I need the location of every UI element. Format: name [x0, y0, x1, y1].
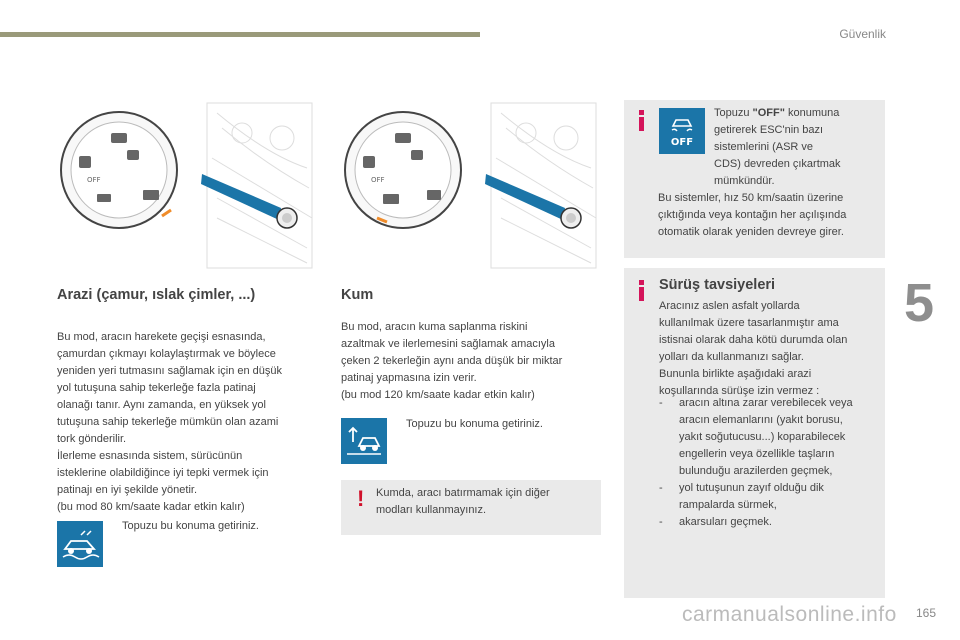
list-item-text: rampalarda sürmek,: [679, 499, 777, 511]
text-line: çamurdan çıkmayı kolaylaştırmak ve böylece: [57, 348, 276, 360]
list-item-line: [659, 497, 853, 514]
list-item-text: yol tutuşunun zayıf olduğu dik: [679, 482, 824, 494]
text-line: yolları da kullanmanızı sağlar.: [659, 351, 804, 363]
text-line: patinaj yapmasına izin verir.: [341, 372, 477, 384]
heading-sand-mode: Kum: [341, 287, 374, 303]
list-item-line: [659, 446, 853, 463]
list-item-line: [659, 412, 853, 429]
text-line: yeniden yeri tutmasını sağlamak için en düşük: [57, 365, 283, 377]
off-info-text: Topuzu "OFF" konumuna getirerek ESC'nin bazı sistemlerini (ASR ve CDS) devreden çıkartmak mümkündür.: [714, 105, 841, 190]
text-line: Aracınız aslen asfalt yollarda: [659, 300, 800, 312]
dashboard-knob-illustration: [341, 98, 601, 276]
text-line: tork gönderilir.: [57, 433, 127, 445]
driving-advice-list: [659, 395, 853, 531]
text-line: sistemlerini (ASR ve: [714, 141, 814, 153]
driving-advice-panel: [624, 268, 885, 598]
list-item-text: engellerin veya özellikle taşların: [679, 448, 835, 460]
list-item-text: yakıt soğutucusu...) koparabilecek: [679, 431, 846, 443]
text-line: olanağı tanır. Aynı zamanda, en yüksek yol: [57, 399, 266, 411]
mud-mode-description: [57, 329, 282, 516]
svg-text:OFF: OFF: [87, 176, 101, 184]
text-line: kullanılmak üzere tasarlanmıştır ama: [659, 317, 839, 329]
info-icon: [636, 280, 646, 302]
list-item-line: [659, 463, 853, 480]
text-line: çıktığında veya kontağın her açılışında: [658, 209, 847, 221]
warning-icon: !: [357, 486, 365, 511]
text-line: azaltmak ve ilerlemesini sağlamak amacıyla: [341, 338, 555, 350]
dashboard-knob-illustration: [57, 98, 317, 276]
illustration-sand-mode: [341, 98, 601, 276]
heading-driving-advice: Sürüş tavsiyeleri: [659, 277, 776, 293]
text-line: tutuşuna sahip tekerleğe mümkün olan azami: [57, 416, 279, 428]
text-line: Bu sistemler, hız 50 km/saatin üzerine: [658, 192, 844, 204]
text-line: modları kullanmayınız.: [376, 504, 487, 516]
list-item-text: aracın altına zarar verebilecek veya: [679, 397, 853, 409]
top-bar: [0, 32, 480, 37]
list-item-text: aracın elemanlarını (yakıt borusu,: [679, 414, 843, 426]
text-line: isteklerine olabildiğince iyi tepki vermek için: [57, 467, 269, 479]
text-line: Kumda, aracı batırmamak için diğer: [376, 487, 550, 499]
list-item-text: bulunduğu arazilerden geçmek,: [679, 465, 833, 477]
text-line: Bu mod, aracın harekete geçişi esnasında,: [57, 331, 266, 343]
text-line: getirerek ESC'nin bazı: [714, 124, 824, 136]
heading-mud-mode: Arazi (çamur, ıslak çimler, ...): [57, 287, 256, 303]
text-line: istisnai olarak daha kötü durumda olan: [659, 334, 848, 346]
list-item-line: [659, 514, 853, 531]
list-item-line: [659, 429, 853, 446]
list-dash: -: [659, 516, 663, 528]
chapter-number: 5: [904, 273, 935, 333]
info-icon: [636, 110, 646, 132]
illustration-mud-mode: [57, 98, 317, 276]
text-line: (bu mod 80 km/saate kadar etkin kalır): [57, 501, 245, 513]
section-title: Güvenlik: [839, 27, 886, 41]
list-item-text: akarsuları geçmek.: [679, 516, 772, 528]
list-dash: -: [659, 397, 663, 409]
list-item-line: [659, 395, 853, 412]
text-line: yol tutuşuna sahip tekerleğe fazla patinaj: [57, 382, 256, 394]
sand-warning-panel: [341, 480, 601, 535]
sand-mode-description: [341, 319, 562, 404]
text-line: Bu mod, aracın kuma saplanma riskini: [341, 321, 528, 333]
page-number: 165: [915, 606, 936, 620]
watermark: carmanualsonline.info: [682, 603, 897, 626]
driving-advice-text: [659, 298, 847, 400]
sand-mode-instruction: Topuzu bu konuma getiriniz.: [406, 418, 543, 430]
mud-mode-instruction: Topuzu bu konuma getiriniz.: [122, 520, 259, 532]
sand-mode-icon: [341, 418, 387, 464]
off-info-note: [658, 190, 846, 241]
text-line: çeken 2 tekerleğin aynı anda düşük bir miktar: [341, 355, 563, 367]
text-line: İlerleme esnasında sistem, sürücünün: [57, 450, 243, 462]
esc-off-icon: [659, 108, 705, 154]
list-dash: -: [659, 482, 663, 494]
text-line: (bu mod 120 km/saate kadar etkin kalır): [341, 389, 535, 401]
svg-text:OFF: OFF: [670, 137, 694, 148]
text-line: Bununla birlikte aşağıdaki arazi: [659, 368, 812, 380]
sand-warning-text: [376, 485, 550, 519]
mud-mode-icon: [57, 521, 103, 567]
text-line: mümkündür.: [714, 175, 775, 187]
svg-text:OFF: OFF: [371, 176, 385, 184]
list-item-line: [659, 480, 853, 497]
text-line: patinajı en iyi şekilde yönetir.: [57, 484, 198, 496]
text-line: koşullarında sürüşe izin vermez :: [659, 385, 820, 397]
text-line: CDS) devreden çıkartmak: [714, 158, 841, 170]
text-line: otomatik olarak yeniden devreye girer.: [658, 226, 844, 238]
